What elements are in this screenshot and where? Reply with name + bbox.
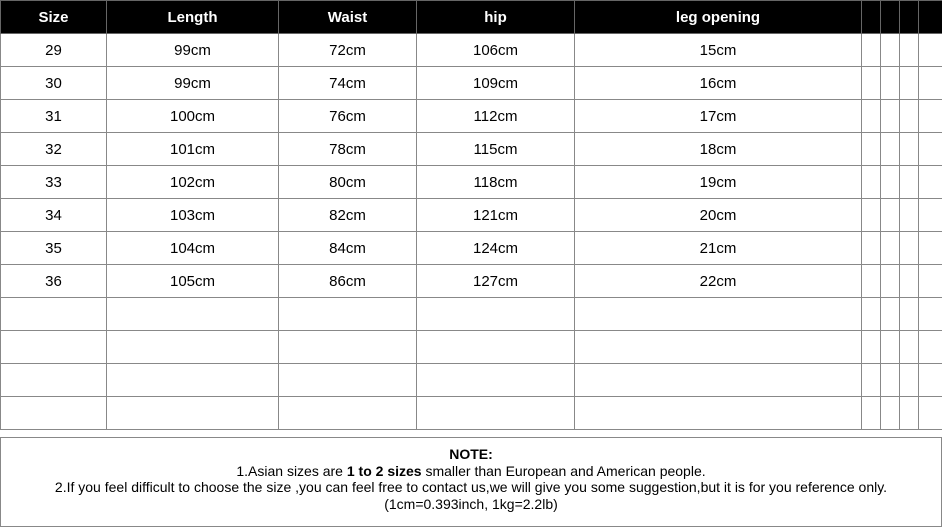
table-cell (417, 397, 575, 430)
table-cell (862, 232, 881, 265)
table-cell: 30 (1, 67, 107, 100)
table-cell: 19cm (575, 166, 862, 199)
table-cell (107, 331, 279, 364)
table-cell: 102cm (107, 166, 279, 199)
table-cell (1, 397, 107, 430)
table-cell (881, 100, 900, 133)
table-cell: 105cm (107, 265, 279, 298)
table-cell (575, 331, 862, 364)
note-line-2: 2.If you feel difficult to choose the size ,you can feel free to contact us,we will give you some suggestion,but it is for you reference only. (1, 479, 941, 496)
table-cell: 124cm (417, 232, 575, 265)
table-row (1, 232, 942, 265)
table-cell (919, 67, 942, 100)
table-cell (881, 397, 900, 430)
table-cell: 32 (1, 133, 107, 166)
table-row (1, 397, 942, 430)
table-cell (881, 265, 900, 298)
table-cell (900, 133, 919, 166)
table-cell (575, 298, 862, 331)
table-cell: 109cm (417, 67, 575, 100)
note-line-3: (1cm=0.393inch, 1kg=2.2lb) (1, 496, 941, 513)
table-cell: 31 (1, 100, 107, 133)
table-cell (862, 67, 881, 100)
column-header (919, 1, 942, 34)
table-cell (900, 199, 919, 232)
column-header: Waist (279, 1, 417, 34)
table-cell: 16cm (575, 67, 862, 100)
note-title: NOTE: (1, 446, 941, 463)
table-cell (919, 298, 942, 331)
table-cell (900, 265, 919, 298)
table-row (1, 67, 942, 100)
table-cell (900, 232, 919, 265)
table-cell: 33 (1, 166, 107, 199)
table-cell: 20cm (575, 199, 862, 232)
table-cell (862, 34, 881, 67)
table-cell (881, 199, 900, 232)
table-cell: 100cm (107, 100, 279, 133)
table-body (1, 34, 942, 430)
table-cell (900, 331, 919, 364)
table-cell (862, 298, 881, 331)
table-cell (417, 364, 575, 397)
table-cell (417, 331, 575, 364)
table-cell: 80cm (279, 166, 417, 199)
note-line-1-suffix: smaller than European and American people. (422, 463, 706, 479)
table-cell (919, 100, 942, 133)
table-cell: 74cm (279, 67, 417, 100)
table-row (1, 199, 942, 232)
table-cell (862, 265, 881, 298)
table-cell (862, 166, 881, 199)
table-cell (919, 166, 942, 199)
table-cell (900, 364, 919, 397)
table-cell: 29 (1, 34, 107, 67)
table-cell (862, 397, 881, 430)
table-cell: 121cm (417, 199, 575, 232)
table-cell (279, 397, 417, 430)
header-row (1, 1, 942, 34)
table-cell (107, 364, 279, 397)
table-cell (881, 364, 900, 397)
table-cell: 101cm (107, 133, 279, 166)
table-cell: 76cm (279, 100, 417, 133)
table-cell: 84cm (279, 232, 417, 265)
table-cell (881, 232, 900, 265)
table-cell (1, 331, 107, 364)
column-header: Size (1, 1, 107, 34)
column-header (900, 1, 919, 34)
table-cell (862, 133, 881, 166)
table-cell: 106cm (417, 34, 575, 67)
table-row (1, 364, 942, 397)
table-cell (900, 298, 919, 331)
note-line-1-prefix: 1.Asian sizes are (236, 463, 347, 479)
table-cell (919, 232, 942, 265)
table-cell (919, 34, 942, 67)
table-row (1, 265, 942, 298)
table-cell (919, 364, 942, 397)
table-cell (881, 298, 900, 331)
column-header (881, 1, 900, 34)
table-cell: 99cm (107, 67, 279, 100)
table-cell (575, 397, 862, 430)
table-cell (881, 133, 900, 166)
table-cell: 18cm (575, 133, 862, 166)
table-cell: 112cm (417, 100, 575, 133)
table-cell: 99cm (107, 34, 279, 67)
table-cell: 35 (1, 232, 107, 265)
table-cell (900, 397, 919, 430)
table-cell: 21cm (575, 232, 862, 265)
table-cell (1, 364, 107, 397)
table-cell (900, 100, 919, 133)
table-cell (417, 298, 575, 331)
table-row (1, 331, 942, 364)
table-cell: 104cm (107, 232, 279, 265)
table-cell: 72cm (279, 34, 417, 67)
table-row (1, 166, 942, 199)
table-cell (881, 67, 900, 100)
table-cell (919, 331, 942, 364)
column-header: Length (107, 1, 279, 34)
table-cell: 118cm (417, 166, 575, 199)
table-cell (900, 166, 919, 199)
table-cell: 115cm (417, 133, 575, 166)
table-cell (862, 100, 881, 133)
table-cell (919, 265, 942, 298)
table-row (1, 100, 942, 133)
table-cell: 22cm (575, 265, 862, 298)
table-cell (862, 364, 881, 397)
note-line-1 (1, 463, 941, 480)
column-header: leg opening (575, 1, 862, 34)
table-cell (107, 397, 279, 430)
table-cell: 82cm (279, 199, 417, 232)
table-cell (900, 67, 919, 100)
note-box (0, 437, 942, 527)
table-cell (881, 166, 900, 199)
table-cell (575, 364, 862, 397)
table-cell: 15cm (575, 34, 862, 67)
table-cell: 36 (1, 265, 107, 298)
table-cell: 103cm (107, 199, 279, 232)
table-cell (881, 34, 900, 67)
table-cell (279, 364, 417, 397)
table-cell (881, 331, 900, 364)
table-cell: 17cm (575, 100, 862, 133)
column-header: hip (417, 1, 575, 34)
table-cell (279, 298, 417, 331)
table-row (1, 298, 942, 331)
table-row (1, 133, 942, 166)
note-line-1-bold: 1 to 2 sizes (347, 463, 422, 479)
table-cell (900, 34, 919, 67)
table-cell (279, 331, 417, 364)
table-cell: 86cm (279, 265, 417, 298)
table-cell (107, 298, 279, 331)
table-cell: 78cm (279, 133, 417, 166)
table-cell (919, 133, 942, 166)
table-row (1, 34, 942, 67)
column-header (862, 1, 881, 34)
table-cell (1, 298, 107, 331)
table-cell (919, 199, 942, 232)
table-cell: 127cm (417, 265, 575, 298)
table-cell (919, 397, 942, 430)
table-cell: 34 (1, 199, 107, 232)
table-cell (862, 199, 881, 232)
table-cell (862, 331, 881, 364)
